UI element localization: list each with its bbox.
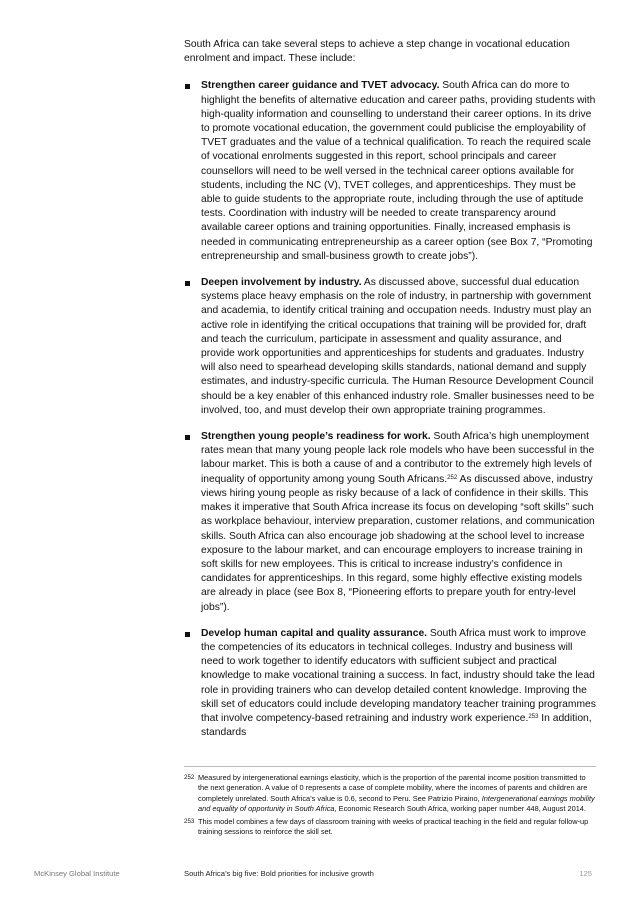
footnote-number: 252 [184,774,195,781]
list-item-human-capital [184,627,596,741]
page-number: 125 [579,869,592,878]
footnote-citation-title: Intergenerational earnings mobility and equality of opportunity in South Africa [198,793,595,814]
bullet-body: South Africa’s high unemployment rates mean that many young people lack role models who have been successful in the labour market. This is both a cause of and a contributor to the extremely high levels of inequality of opportunity among young South Africans. [201,431,595,485]
footnote-number: 253 [184,817,195,825]
bullet-heading: Deepen involvement by industry. [201,277,362,289]
list-item-industry-involvement [184,276,596,418]
footnote-text-continued: , Economic Research South Africa, working paper number 448, August 2014. [334,804,586,814]
square-bullet-icon [185,281,190,286]
bullet-body: As discussed above, successful dual education systems place heavy emphasis on the role of industry, in partnership with government and academia, to identify critical training and occupation needs. Industry must play an active role in identifying the critical occupations that training will be provided for, draft and teach the curriculum, participate in assessment and quality assurance, and provide work opportunities and apprenticeships for students and graduates. Industry will also need to spearhead developing skills standards, national demand and supply estimates, and industry-specific curricula. The Human Resource Development Council should be a key enabler of this enhanced industry role. Smaller businesses need to be involved, too, and must develop their own appropriate training programmes. [201,277,595,416]
page-footer [0,869,636,883]
publisher-name: McKinsey Global Institute [34,869,120,878]
footnote-text: Measured by intergenerational earnings elasticity, which is the proportion of the parental income position transmitted to the next generation. A value of 0 represents a case of complete mobility, where the incomes of parents and children are completely unrelated. South Africa’s value is 0.6, second to Peru. See Patrizio Piraino, [198,773,588,803]
list-item-work-readiness [184,430,596,615]
footnotes [184,773,596,839]
square-bullet-icon [185,632,190,637]
bullet-body: South Africa must work to improve the competencies of its educators in technical colleges. Industry and business will need to work together to identify educators with sufficient subject and practical knowledge to make vocational training a success. In fact, industry should take the lead role in providing trainers who can develop detailed content knowledge. Improving the skill set of educators could include developing mandatory teacher training programmes that involve competency-based retraining and industry work experience. [201,627,596,724]
footnote-text: This model combines a few days of classroom training with weeks of practical teaching in the field and regular follow-up training sessions to reinforce the skill set. [198,816,589,837]
square-bullet-icon [185,435,190,440]
main-content [184,38,596,740]
list-item-career-guidance [184,79,596,264]
report-title: South Africa’s big five: Bold priorities for inclusive growth [184,869,374,878]
footnote-253 [184,817,596,838]
footnote-divider [184,766,596,767]
bullet-body-continued: As discussed above, industry views hiring young people as risky because of a lack of confidence in their skills. This makes it imperative that South Africa increase its focus on developing “soft skills” such as workplace behaviour, interview preparation, customer relations, and communication skills. South Africa can also encourage job shadowing at the school level to increase exposure to the labour market, and can encourage employers to increase training in soft skills for new employees. This is critical to increase industry’s confidence in candidates for apprenticeships. In this regard, some highly effective existing models are already in place (see Box 8, “Pioneering efforts to prepare youth for entry-level jobs”). [201,473,595,613]
bullet-heading: Strengthen young people’s readiness for work. [201,431,431,443]
bullet-body: South Africa can do more to highlight the benefits of alternative education and career paths, providing students with high-quality information and counselling to understand their career options. In its drive to promote vocational education, the government could publicise the employability of TVET graduates and the value of a technical qualification. To reach the required scale of vocational enrolments suggested in this report, school principals and career counsellors will need to be well versed in the technical career options available for students, including the NC (V), TVET colleges, and apprenticeships. They must be able to guide students to the appropriate route, including through the use of aptitude tests. Coordination with industry will be needed to create transparency around available career options and training opportunities. Finally, increased emphasis is needed in communicating entrepreneurship as a career option (see Box 7, “Promoting entrepreneurship and small-business growth to create jobs”). [201,80,596,262]
footnote-ref-252[interactable]: 252 [447,474,458,481]
bullet-body-continued: In addition, standards [201,712,592,739]
steps-list [184,79,596,740]
square-bullet-icon [185,84,190,89]
bullet-heading: Strengthen career guidance and TVET advocacy. [201,80,440,92]
bullet-heading: Develop human capital and quality assurance. [201,627,428,639]
footnote-ref-253[interactable]: 253 [528,713,539,720]
intro-paragraph: South Africa can take several steps to achieve a step change in vocational education enrolment and impact. These include: [184,39,570,65]
footnote-252 [184,773,596,815]
